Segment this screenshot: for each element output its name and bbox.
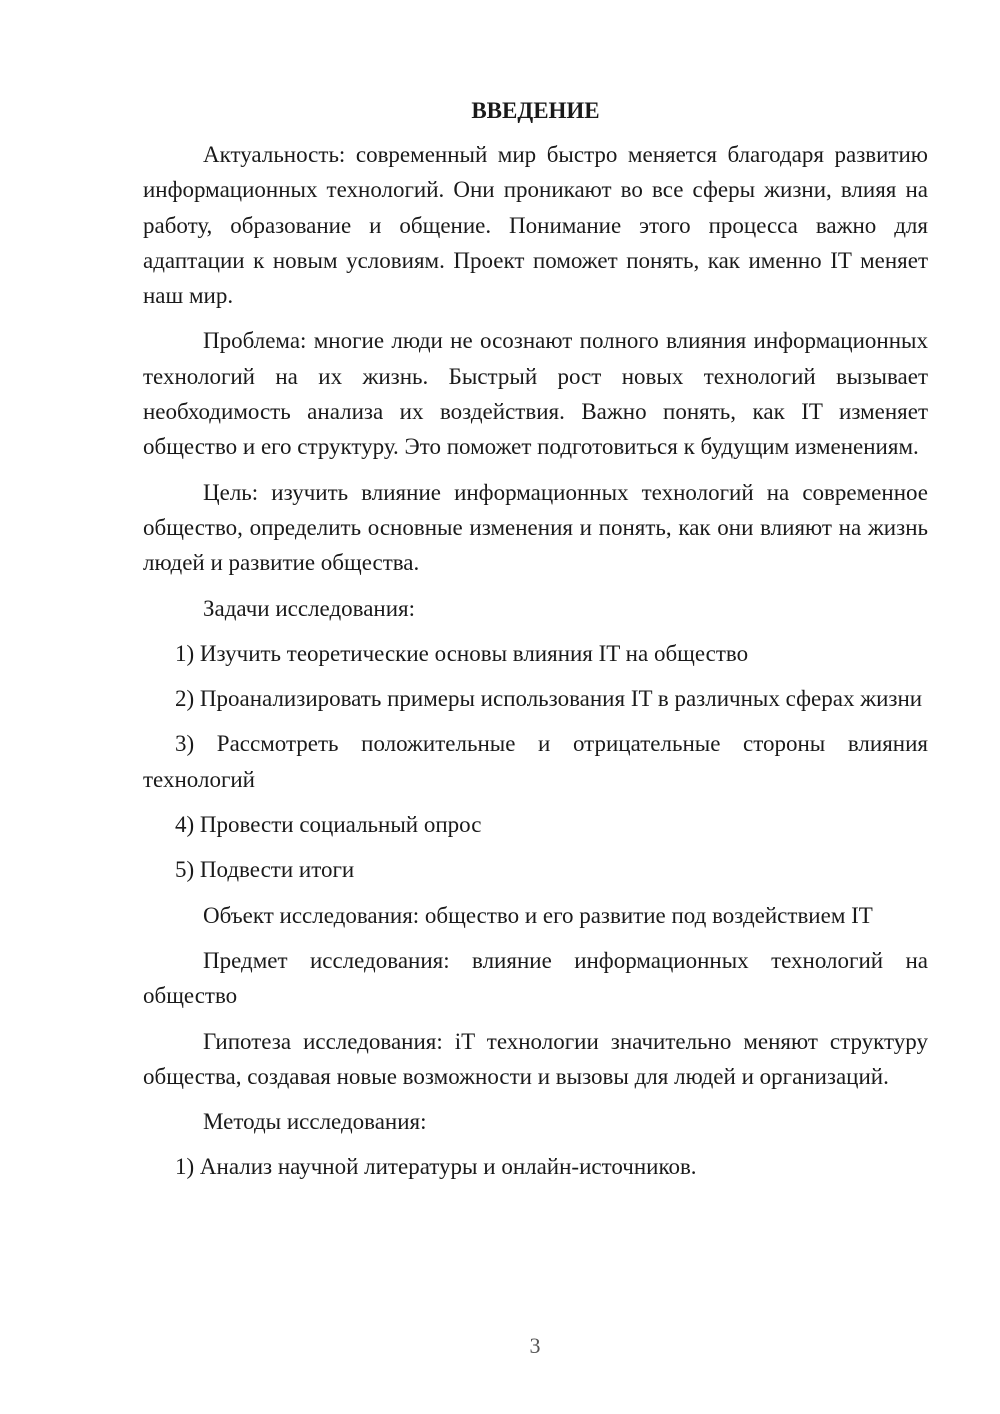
task-item-1: 1) Изучить теоретические основы влияния IT на общество [175, 640, 749, 666]
method-item-1: 1) Анализ научной литературы и онлайн-источников. [175, 1154, 697, 1180]
task-item-4: 4) Провести социальный опрос [175, 812, 482, 838]
object-paragraph: Объект исследования: общество и его развитие под воздействием IT [203, 902, 873, 928]
document-page [143, 95, 928, 1195]
task-item-2: 2) Проанализировать примеры использования IT в различных сферах жизни [175, 686, 923, 712]
page-number: 3 [529, 1333, 541, 1358]
section-title: ВВЕДЕНИЕ [471, 98, 600, 123]
goal-paragraph: Цель: изучить влияние информационных технологий на современное общество, определить основные изменения и понять, как они влияют на жизнь людей и развитие общества. [143, 479, 928, 576]
problem-paragraph: Проблема: многие люди не осознают полного влияния информационных технологий на их жизнь. Быстрый рост новых технологий вызывает необходимость анализа их воздействия. Важно понять, как IT изменяет общество и его структуру. Это поможет подготовиться к будущим изменениям. [143, 328, 928, 460]
task-item-5: 5) Подвести итоги [175, 857, 355, 883]
subject-paragraph: Предмет исследования: влияние информационных технологий на общество [143, 947, 928, 1009]
hypothesis-paragraph: Гипотеза исследования: iT технологии значительно меняют структуру общества, создавая новые возможности и вызовы для людей и организаций. [143, 1028, 928, 1089]
relevance-paragraph: Актуальность: современный мир быстро меняется благодаря развитию информационных технологий. Они проникают во все сферы жизни, влияя на работу, образование и общение. Понимание этого процесса важно для адаптации к новым условиям. Проект поможет понять, как именно IT меняет наш мир. [143, 142, 928, 309]
tasks-heading: Задачи исследования: [203, 595, 416, 621]
methods-heading: Методы исследования: [203, 1109, 427, 1135]
task-item-3: 3) Рассмотреть положительные и отрицательные стороны влияния технологий [143, 731, 928, 792]
